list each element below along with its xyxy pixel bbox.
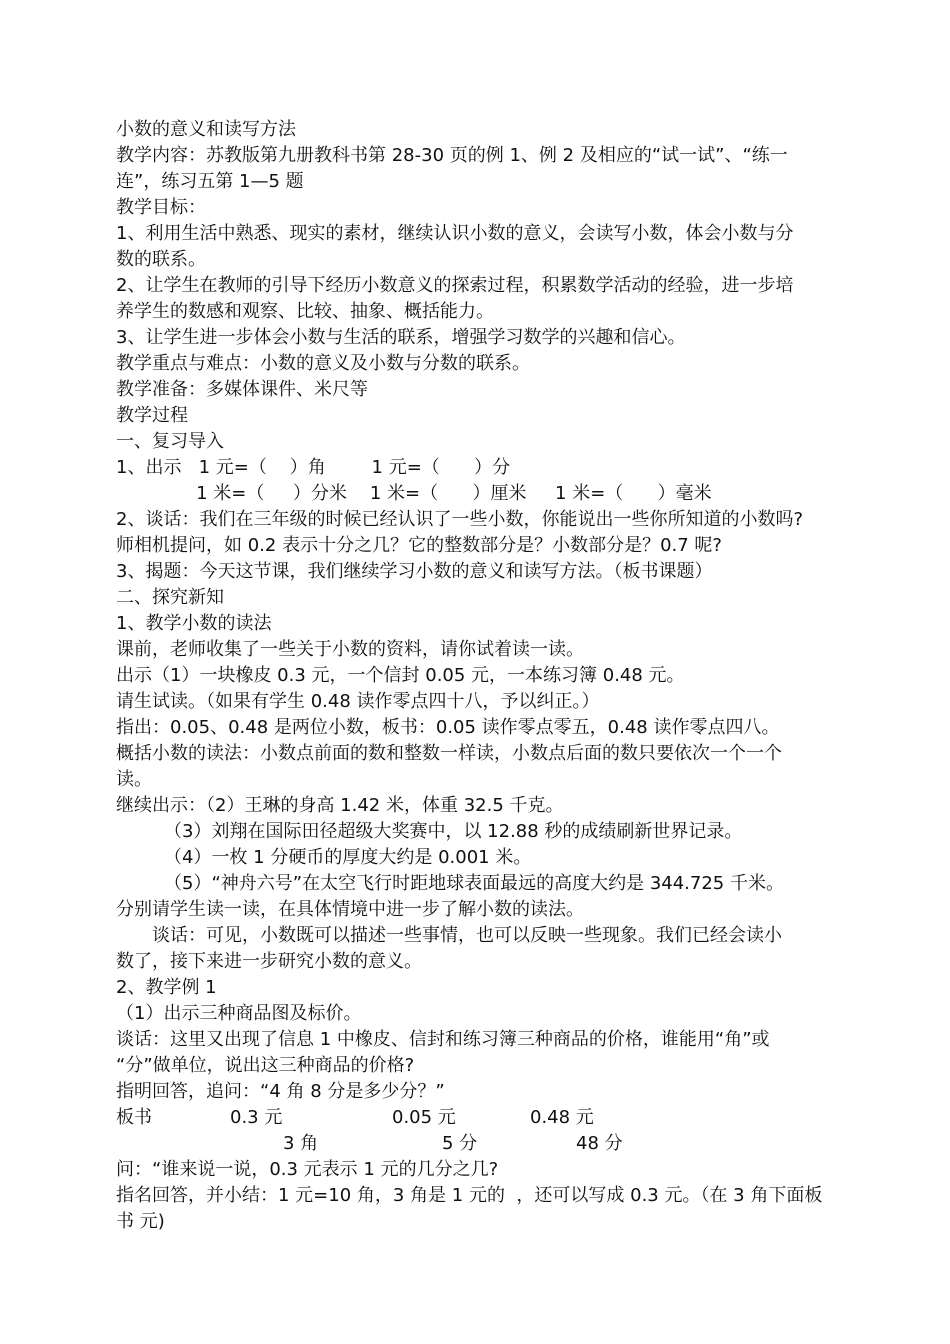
board-label: 板书 — [116, 1107, 152, 1128]
review-3: 3、揭题：今天这节课，我们继续学习小数的意义和读写方法。（板书课题） — [116, 561, 713, 582]
teach-1-intro: 课前，老师收集了一些关于小数的资料，请你试着读一读。 — [116, 639, 584, 660]
board-unit-envelope: 5 分 — [442, 1133, 478, 1154]
reading-summary: 概括小数的读法：小数点前面的数和整数一样读，小数点后面的数只要依次一个一个 — [116, 743, 782, 764]
read-each: 分别请学生读一读，在具体情境中进一步了解小数的读法。 — [116, 899, 584, 920]
question: 问：“谁来说一说，0.3 元表示 1 元的几分之几? — [116, 1159, 499, 1180]
answer: 指名回答，并小结：1 元=10 角，3 角是 1 元的 ，还可以写成 0.3 元。（在 3 角下面板 — [116, 1185, 823, 1206]
process-heading: 教学过程 — [116, 405, 188, 426]
teaching-content: 教学内容：苏教版第九册教科书第 28-30 页的例 1、例 2 及相应的“试一试”、“练一 — [116, 145, 788, 166]
reading-summary-cont: 读。 — [116, 769, 152, 790]
example-1-ask: 指明回答，追问：“4 角 8 分是多少分？” — [116, 1081, 445, 1102]
board-prices-row — [116, 1105, 846, 1131]
goal-1-cont: 数的联系。 — [116, 249, 206, 270]
doc-title: 小数的意义和读写方法 — [116, 119, 296, 140]
continue-show: 继续出示：（2）王琳的身高 1.42 米，体重 32.5 千克。 — [116, 795, 564, 816]
review-2: 2、谈话：我们在三年级的时候已经认识了一些小数，你能说出一些你所知道的小数吗? — [116, 509, 804, 530]
teaching-content-cont: 连”，练习五第 1—5 题 — [116, 171, 304, 192]
goal-2: 2、让学生在教师的引导下经历小数意义的探索过程，积累数学活动的经验，进一步培 — [116, 275, 794, 296]
talk: 谈话：可见，小数既可以描述一些事情，也可以反映一些现象。我们已经会读小 — [152, 925, 782, 946]
board-price-eraser: 0.3 元 — [230, 1107, 283, 1128]
goal-1: 1、利用生活中熟悉、现实的素材，继续认识小数的意义，会读写小数，体会小数与分 — [116, 223, 794, 244]
review-2-cont: 师相机提问，如 0.2 表示十分之几？它的整数部分是？小数部分是？0.7 呢? — [116, 535, 722, 556]
talk-cont: 数了，接下来进一步研究小数的意义。 — [116, 951, 422, 972]
teach-2-heading: 2、教学例 1 — [116, 977, 217, 998]
teach-1-heading: 1、教学小数的读法 — [116, 613, 272, 634]
example-1-talk: 谈话：这里又出现了信息 1 中橡皮、信封和练习簿三种商品的价格，谁能用“角”或 — [116, 1029, 770, 1050]
preparation: 教学准备：多媒体课件、米尺等 — [116, 379, 368, 400]
try-read: 请生试读。（如果有学生 0.48 读作零点四十八，予以纠正。） — [116, 691, 600, 712]
item-3: （3）刘翔在国际田径超级大奖赛中，以 12.88 秒的成绩刷新世界记录。 — [164, 821, 743, 842]
board-units-row — [116, 1131, 846, 1157]
item-4: （4）一枚 1 分硬币的厚度大约是 0.001 米。 — [164, 847, 532, 868]
board-unit-notebook: 48 分 — [576, 1133, 623, 1154]
board-price-notebook: 0.48 元 — [530, 1107, 594, 1128]
goals-heading: 教学目标： — [116, 197, 206, 218]
example-1-show: （1）出示三种商品图及标价。 — [116, 1003, 362, 1024]
item-5: （5）“神舟六号”在太空飞行时距地球表面最远的高度大约是 344.725 千米。 — [164, 873, 784, 894]
section-1-heading: 一、复习导入 — [116, 431, 224, 452]
review-1-cont: 1 米=（ ）分米 1 米=（ ）厘米 1 米=（ ）毫米 — [116, 483, 712, 504]
board-unit-eraser: 3 角 — [283, 1133, 319, 1154]
board-price-envelope: 0.05 元 — [392, 1107, 456, 1128]
show-1: 出示（1）一块橡皮 0.3 元，一个信封 0.05 元，一本练习簿 0.48 元。 — [116, 665, 685, 686]
section-2-heading: 二、探究新知 — [116, 587, 224, 608]
answer-cont: 书 元) — [116, 1211, 165, 1232]
example-1-talk-cont: “分”做单位，说出这三种商品的价格? — [116, 1055, 415, 1076]
review-1: 1、出示 1 元=（ ）角 1 元=（ ）分 — [116, 457, 511, 478]
key-points: 教学重点与难点：小数的意义及小数与分数的联系。 — [116, 353, 530, 374]
goal-2-cont: 养学生的数感和观察、比较、抽象、概括能力。 — [116, 301, 494, 322]
document-page — [116, 117, 846, 1235]
point-out: 指出：0.05、0.48 是两位小数，板书：0.05 读作零点零五，0.48 读作零点四八。 — [116, 717, 780, 738]
goal-3: 3、让学生进一步体会小数与生活的联系，增强学习数学的兴趣和信心。 — [116, 327, 686, 348]
